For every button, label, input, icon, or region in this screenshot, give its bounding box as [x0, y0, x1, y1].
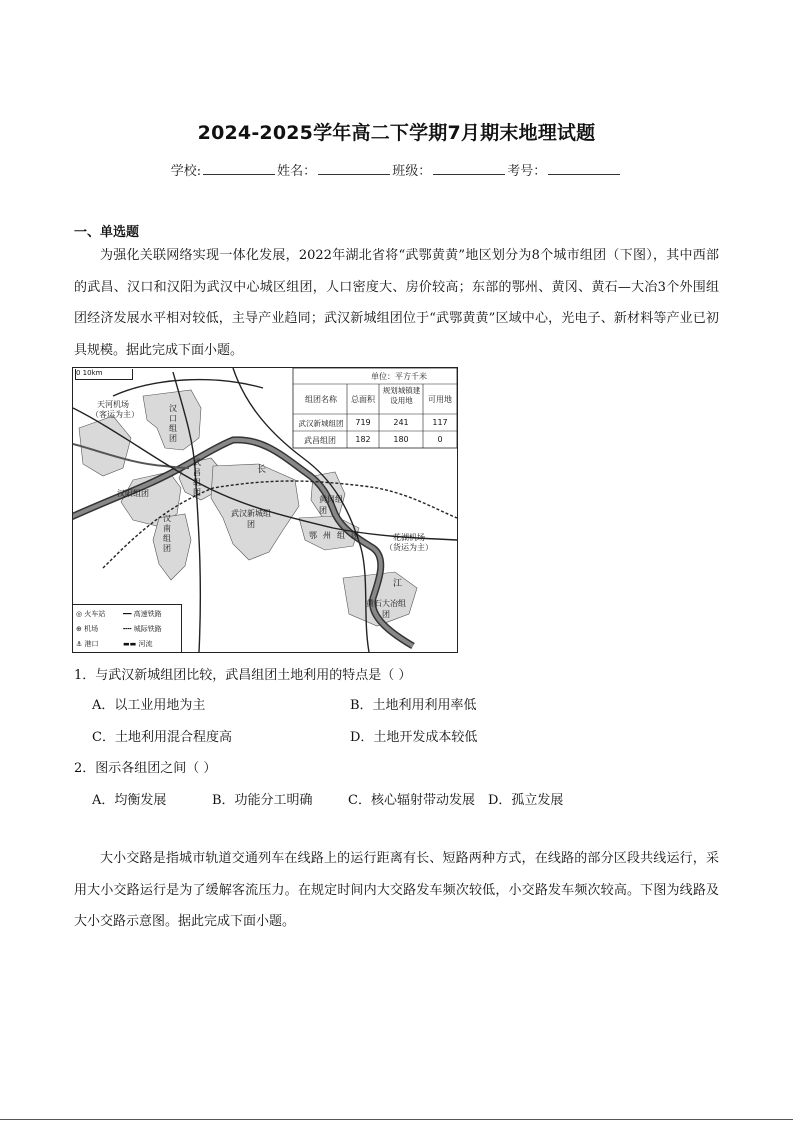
legend-airport: ⊕ 机场: [76, 625, 99, 633]
student-info-line: [0, 160, 793, 179]
tianhe-airport-label: 天河机场: [97, 400, 129, 409]
legend-hsr: ━━ 高速铁路: [123, 610, 162, 618]
legend-station: ◎ 火车站: [76, 610, 106, 618]
question-2-stem: 2．图示各组团之间（ ）: [74, 761, 217, 776]
table-row-2-planned: 180: [393, 435, 409, 444]
table-row-2-total: 182: [355, 435, 371, 444]
passage-1: [74, 240, 719, 366]
hankou-label: 汉口组团: [169, 404, 177, 443]
passage-2: [74, 843, 719, 938]
legend-river: ▬▬ 河流: [123, 640, 153, 648]
hannan-label: 汉南组团: [163, 514, 171, 553]
table-row-2-available: 0: [437, 435, 443, 444]
table-row-2-name: 武昌组团: [304, 436, 336, 445]
exam-no-blank[interactable]: [548, 162, 620, 175]
q2-option-a[interactable]: A．均衡发展: [92, 793, 167, 808]
passage-1-text: 为强化关联网络实现一体化发展，2022年湖北省将“武鄂黄黄”地区划分为8个城市组团（下图），其中西部的武昌、汉口和汉阳为武汉中心城区组团，人口密度大、房价较高；东部的鄂州、黄冈、黄石—大冶3个外围组团经济发展水平相对较低，主导产业趋同；武汉新城组团位于“武鄂黄黄”区域中心，光电子、新材料等产业已初具规模。据此完成下面小题。: [74, 248, 719, 358]
table-header-area: 总面积: [351, 395, 375, 404]
table-header-available: 可用地: [428, 395, 452, 404]
legend-river-label: 河流: [138, 640, 153, 648]
huahu-airport-sub: （货运为主）: [385, 543, 433, 552]
page-title: 2024-2025学年高二下学期7月期末地理试题: [197, 122, 596, 144]
name-label: 姓名：: [277, 164, 317, 179]
huahu-airport-label: 花湖机场: [393, 533, 425, 542]
table-row-1-planned: 241: [393, 418, 409, 427]
xincheng-label: 武汉新城组团: [231, 509, 271, 529]
legend-port-label: 港口: [84, 640, 99, 648]
name-blank[interactable]: [318, 162, 390, 175]
legend-station-label: 火车站: [84, 610, 106, 618]
wuchang-label: 武昌组团: [193, 458, 201, 497]
scale-bar: 0 10km: [75, 369, 133, 380]
q1-option-c[interactable]: C．土地利用混合程度高: [92, 730, 232, 745]
legend-intercity-label: 城际铁路: [133, 625, 162, 633]
table-row-1-name: 武汉新城组团: [298, 419, 344, 428]
legend-airport-label: 机场: [84, 625, 99, 633]
q2-option-b[interactable]: B．功能分工明确: [212, 793, 313, 808]
legend-intercity: ╍╍ 城际铁路: [123, 625, 162, 633]
table-row-1-total: 719: [355, 418, 371, 427]
map-legend: [73, 604, 182, 653]
table-row-1-available: 117: [432, 418, 448, 427]
hanyang-label: 汉阳组团: [117, 489, 149, 498]
q1-option-a[interactable]: A．以工业用地为主: [92, 698, 206, 713]
chang-label: 长: [257, 465, 267, 475]
huangshi-label: 黄石大冶组团: [366, 599, 406, 619]
q2-option-c[interactable]: C．核心辐射带动发展: [348, 793, 475, 808]
map-figure: [72, 367, 458, 653]
class-label: 班级：: [392, 164, 432, 179]
page-bottom-rule: [0, 1119, 793, 1120]
table-header-planned: 规划城镇建设用地: [382, 386, 421, 405]
west-area: [79, 416, 131, 476]
question-1-stem: 1．与武汉新城组团比较，武昌组团土地利用的特点是（ ）: [74, 668, 412, 683]
school-blank[interactable]: [203, 162, 275, 175]
tianhe-airport-sub: （客运为主）: [91, 410, 139, 419]
section-heading: 一、单选题: [74, 225, 140, 240]
ezhou-label: 鄂州组团: [309, 531, 365, 540]
q1-option-b[interactable]: B．土地利用利用率低: [350, 698, 477, 713]
jiang-label: 江: [393, 579, 403, 589]
school-label: 学校:: [170, 164, 202, 179]
legend-hsr-label: 高速铁路: [133, 610, 162, 618]
class-blank[interactable]: [433, 162, 505, 175]
passage-2-text: 大小交路是指城市轨道交通列车在线路上的运行距离有长、短路两种方式，在线路的部分区段共线运行，采用大小交路运行是为了缓解客流压力。在规定时间内大交路发车频次较低，小交路发车频次较高。下图为线路及大小交路示意图。据此完成下面小题。: [74, 851, 719, 929]
q2-option-d[interactable]: D．孤立发展: [488, 793, 564, 808]
huanggang-label: 黄冈组团: [319, 495, 343, 515]
q1-option-d[interactable]: D．土地开发成本较低: [350, 730, 478, 745]
table-unit: 单位：平方千米: [371, 372, 427, 381]
table-header-name: 组团名称: [305, 395, 337, 404]
legend-port: ⚓ 港口: [76, 640, 99, 648]
exam-no-label: 考号：: [507, 164, 547, 179]
